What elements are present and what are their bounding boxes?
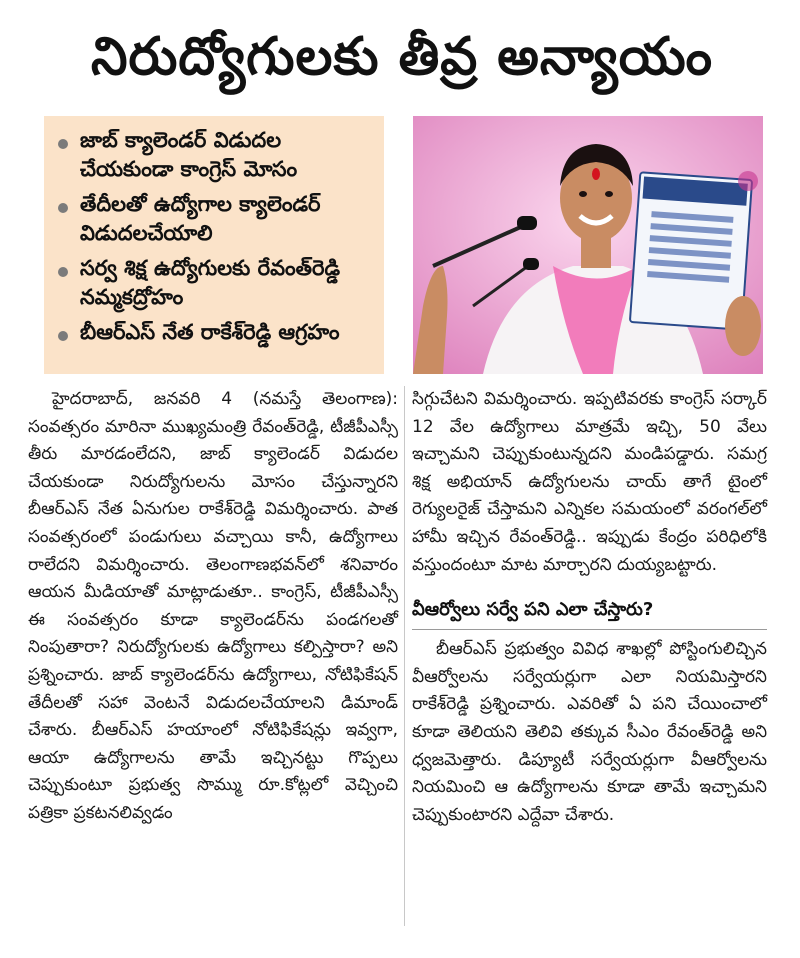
bullet-icon xyxy=(58,267,68,277)
body-paragraph: సిగ్గుచేటని విమర్శించారు. ఇప్పటివరకు కాంగ్రెస్ సర్కార్ 12 వేల ఉద్యోగాలు మాత్రమే ఇచ్చి, 50 వేలు ఇచ్చామని చెప్పుకుంటున్నదని మండిపడ్డారు. సమగ్ర శిక్ష అభియాన్ ఉద్యోగులను చాయ్ తాగే టైంలో రెగ్యులరైజ్ చేస్తామని ఎన్నికల సమయంలో వరంగల్‌లో హామీ ఇచ్చిన రేవంత్‌రెడ్డి.. ఇప్పుడు కేంద్రం పరిధిలోకి వస్తుందంటూ మాట మార్చారని దుయ్యబట్టారు. xyxy=(412,389,767,575)
highlight-item xyxy=(58,254,378,312)
highlight-text: సర్వ శిక్ష ఉద్యోగులకు రేవంత్‌రెడ్డి నమ్మకద్రోహం xyxy=(80,256,340,309)
subheading: వీఆర్వోలు సర్వే పని ఎలా చేస్తారు? xyxy=(412,593,767,630)
highlight-text: జాబ్ క్యాలెండర్ విడుదల చేయకుండా కాంగ్రెస్ మోసం xyxy=(80,128,298,181)
highlight-text: బీఆర్‌ఎస్ నేత రాకేశ్‌రెడ్డి ఆగ్రహం xyxy=(80,320,340,344)
bullet-icon xyxy=(58,139,68,149)
highlights-box xyxy=(44,116,384,374)
photo-illustration xyxy=(413,116,763,374)
body-paragraph: హైదరాబాద్, జనవరి 4 (నమస్తే తెలంగాణ): సంవత్సరం మారినా ముఖ్యమంత్రి రేవంత్‌రెడ్డి, టీజీపీఎస్సీ తీరు మారడంలేదని, జాబ్ క్యాలెండర్ విడుదల చేయకుండా నిరుద్యోగులను మోసం చేస్తున్నారని బీఆర్‌ఎస్ నేత ఏనుగుల రాకేశ్‌రెడ్డి విమర్శించారు. పాత సంవత్సరంలో పండుగులు వచ్చాయి కానీ, ఉద్యోగాలు రాలేదని విమర్శించారు. తెలంగాణభవన్‌లో శనివారం ఆయన మీడియాతో మాట్లాడుతూ.. కాంగ్రెస్, టీజీపీఎస్సీ ఈ సంవత్సరం కూడా క్యాలెండర్‌ను పండగలతో నింపుతారా? నిరుద్యోగులకు ఉద్యోగాలు కల్పిస్తారా? అని ప్రశ్నించారు. జాబ్ క్యాలెండర్‌ను ఉద్యోగాలు, నోటిఫికేషన్ తేదీలతో సహా వెంటనే విడుదలచేయాలని డిమాండ్ చేశారు. బీఆర్‌ఎస్ హయాంలో నోటిఫికేషన్లు ఇవ్వగా, ఆయా ఉద్యోగాలను తామే ఇచ్చినట్టు గొప్పలు చెప్పుకుంటూ ప్రభుత్వ సొమ్ము రూ.కోట్లలో వెచ్చించి పత్రికా ప్రకటనలివ్వడం xyxy=(28,389,398,823)
bullet-icon xyxy=(58,203,68,213)
highlight-item xyxy=(58,126,378,184)
column-divider xyxy=(404,386,405,926)
bullet-icon xyxy=(58,331,68,341)
highlight-item xyxy=(58,190,378,248)
speaker-holding-calendar-photo xyxy=(413,116,763,374)
highlight-item xyxy=(58,318,378,347)
left-column xyxy=(28,386,398,828)
highlight-text: తేదీలతో ఉద్యోగాల క్యాలెండర్ విడుదలచేయాలి xyxy=(80,192,321,245)
headline: నిరుద్యోగులకు తీవ్ర అన్యాయం xyxy=(91,27,713,87)
body-paragraph: బీఆర్‌ఎస్ ప్రభుత్వం వివిధ శాఖల్లో పోస్టింగులిచ్చిన వీఆర్వోలను సర్వేయర్లుగా ఎలా నియమిస్తారని రాకేశ్‌రెడ్డి ప్రశ్నించారు. ఎవరితో ఏ పని చేయించాలో కూడా తెలియని తెలివి తక్కువ సీఎం రేవంత్‌రెడ్డి అని ధ్వజమెత్తారు. డిప్యూటీ సర్వేయర్లుగా వీఆర్వోలను నియమించి ఆ ఉద్యోగాలను కూడా తామే ఇచ్చామని చెప్పుకుంటారని ఎద్దేవా చేశారు. xyxy=(412,639,767,825)
right-column xyxy=(412,386,767,829)
